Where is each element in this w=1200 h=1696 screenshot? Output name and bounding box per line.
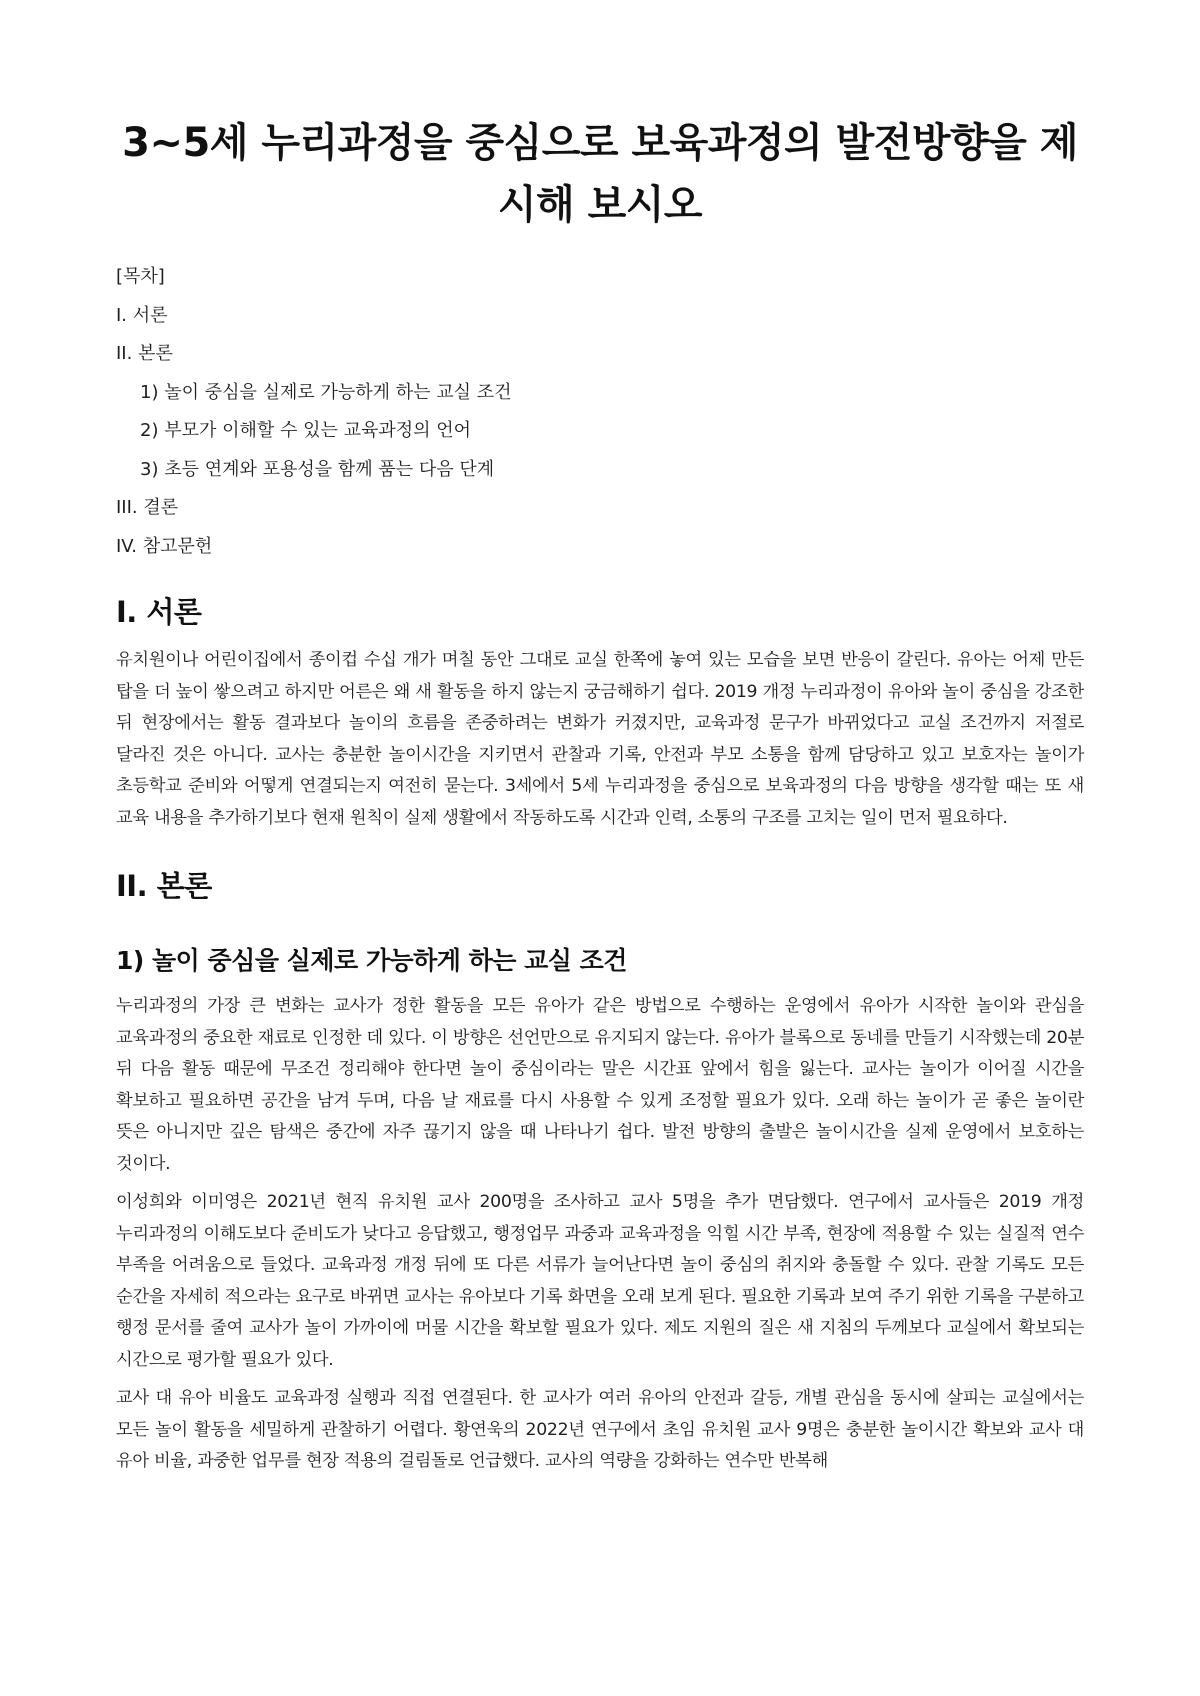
toc-item: II. 본론 — [116, 343, 173, 364]
body-paragraph: 이성희와 이미영은 2021년 현직 유치원 교사 200명을 조사하고 교사 5명을 추가 면담했다. 연구에서 교사들은 2019 개정 누리과정의 이해도보다 준비도가 낮다고 응답했고, 행정업무 과중과 교육과정을 익힐 시간 부족, 현장에 적용할 수 있는 실질적 연수 부족을 어려움으로 들었다. 교육과정 개정 뒤에 또 다른 서류가 늘어난다면 놀이 중심의 취지와 충돌할 수 있다. 관찰 기록도 모든 순간을 자세히 적으라는 요구로 바뀌면 교사는 유아보다 기록 화면을 오래 보게 된다. 필요한 기록과 보여 주기 위한 기록을 구분하고 행정 문서를 줄여 교사가 놀이 가까이에 머물 시간을 확보할 필요가 있다. 제도 지원의 질은 새 지침의 두께보다 교실에서 확보되는 시간으로 평가할 필요가 있다. — [116, 1192, 1084, 1370]
section-heading-body: II. 본론 — [116, 869, 212, 903]
toc-item: III. 결론 — [116, 497, 179, 518]
table-of-contents — [116, 258, 1084, 566]
toc-subitem: 3) 초등 연계와 포용성을 함께 품는 다음 단계 — [140, 458, 495, 480]
toc-subitem: 2) 부모가 이해할 수 있는 교육과정의 언어 — [140, 420, 472, 441]
intro-paragraph: 유치원이나 어린이집에서 종이컵 수십 개가 며칠 동안 그대로 교실 한쪽에 놓여 있는 모습을 보면 반응이 갈린다. 유아는 어제 만든 탑을 더 높이 쌓으려고 하지만 어른은 왜 새 활동을 하지 않는지 궁금해하기 쉽다. 2019 개정 누리과정이 유아와 놀이 중심을 강조한 뒤 현장에서는 활동 결과보다 놀이의 흐름을 존중하려는 변화가 커졌지만, 교육과정 문구가 바뀌었다고 교실 조건까지 저절로 달라진 것은 아니다. 교사는 충분한 놀이시간을 지키면서 관찰과 기록, 안전과 부모 소통을 함께 담당하고 있고 보호자는 놀이가 초등학교 준비와 어떻게 연결되는지 여전히 묻는다. 3세에서 5세 누리과정을 중심으로 보육과정의 다음 방향을 생각할 때는 또 새 교육 내용을 추가하기보다 현재 원칙이 실제 생활에서 작동하도록 시간과 인력, 소통의 구조를 고치는 일이 먼저 필요하다. — [116, 650, 1084, 828]
toc-item: IV. 참고문헌 — [116, 535, 213, 557]
toc-item: I. 서론 — [116, 304, 168, 326]
document-title: 3~5세 누리과정을 중심으로 보육과정의 발전방향을 제시해 보시오 — [122, 120, 1078, 228]
subsection-heading-1: 1) 놀이 중심을 실제로 가능하게 하는 교실 조건 — [116, 946, 627, 975]
section-heading-intro: I. 서론 — [116, 595, 202, 629]
body-paragraph: 누리과정의 가장 큰 변화는 교사가 정한 활동을 모든 유아가 같은 방법으로 수행하는 운영에서 유아가 시작한 놀이와 관심을 교육과정의 중요한 재료로 인정한 데 있다. 이 방향은 선언만으로 유지되지 않는다. 유아가 블록으로 동네를 만들기 시작했는데 20분 뒤 다음 활동 때문에 무조건 정리해야 한다면 놀이 중심이라는 말은 시간표 앞에서 힘을 잃는다. 교사는 놀이가 이어질 시간을 확보하고 필요하면 공간을 남겨 두며, 다음 날 재료를 다시 사용할 수 있게 조정할 필요가 있다. 오래 하는 놀이가 곧 좋은 놀이란 뜻은 아니지만 깊은 탐색은 중간에 자주 끊기지 않을 때 나타나기 쉽다. 발전 방향의 출발은 놀이시간을 실제 운영에서 보호하는 것이다. — [116, 996, 1084, 1174]
toc-subitem: 1) 놀이 중심을 실제로 가능하게 하는 교실 조건 — [140, 381, 512, 403]
toc-heading: [목차] — [116, 266, 165, 287]
body-paragraph: 교사 대 유아 비율도 교육과정 실행과 직접 연결된다. 한 교사가 여러 유아의 안전과 갈등, 개별 관심을 동시에 살피는 교실에서는 모든 놀이 활동을 세밀하게 관찰하기 어렵다. 황연욱의 2022년 연구에서 초임 유치원 교사 9명은 충분한 놀이시간 확보와 교사 대 유아 비율, 과중한 업무를 현장 적용의 걸림돌로 언급했다. 교사의 역량을 강화하는 연수만 반복해 — [116, 1388, 1084, 1471]
